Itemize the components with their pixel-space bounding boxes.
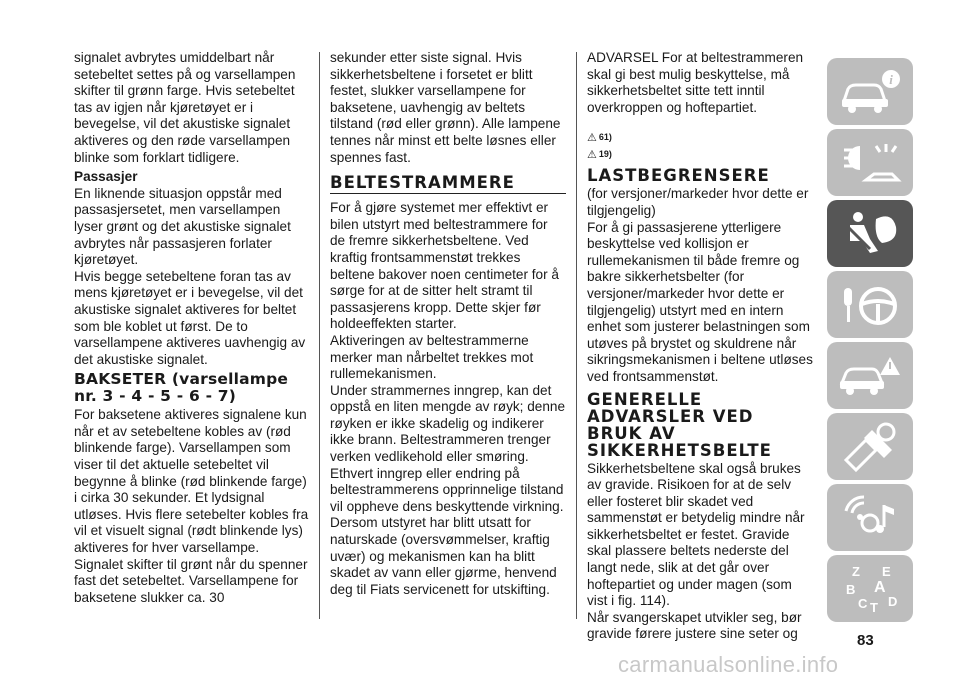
index-letter: A bbox=[874, 578, 886, 596]
index-letter: B bbox=[846, 581, 856, 597]
paragraph: En liknende situasjon oppstår med passasjersetet, men varsellampen lyser grønt og det akustiske signalet avbrytes når passasjeren forlater kjøretøyet. bbox=[74, 185, 291, 268]
paragraph: Aktiveringen av beltestrammerne merker man nårbeltet trekkes mot rullemekanismen. bbox=[330, 332, 534, 382]
paragraph: Sikkerhetsbeltene skal også brukes av gravide. Risikoen for at de selv eller fosteret blir skadet ved sammenstøt er betydelig mindre når sikkerhetsbeltet er festet. Gravide skal plassere beltets nederste del langt nede, slik at det går over hoftepartiet og under magen (som vist i fig. 114). bbox=[587, 460, 805, 609]
index-letter: Z bbox=[852, 563, 860, 579]
warning-ref-label: 19) bbox=[598, 149, 612, 160]
index-letter: E bbox=[882, 563, 891, 579]
tab-multimedia[interactable] bbox=[827, 484, 913, 551]
emergency-icon bbox=[836, 349, 904, 403]
paragraph: (for versjoner/markeder hvor dette er tilgjengelig) bbox=[587, 186, 809, 218]
paragraph: Ethvert inngrep eller endring på beltestrammerens opprinnelige tilstand vil oppheve dens beskyttende virkning. Dersom utstyret har blitt utsatt for naturskade (oversvømmelser, kraftig uvær) og mekanismen kan ha blitt skadet av vann eller gjørme, henvend deg til Fiats servicenett for utskifting. bbox=[330, 465, 564, 597]
warning-triangle-icon: ⚠ bbox=[587, 148, 597, 161]
index-icon bbox=[836, 562, 904, 616]
column-middle bbox=[330, 50, 566, 598]
paragraph: Signalet skifter til grønt når du spenner fast det setebeltet. Varsellampene for baksetene slukker ca. 30 bbox=[74, 556, 308, 605]
paragraph: Under strammernes inngrep, kan det oppstå en liten mengde av røyk; denne røyken er ikke skadelig og indikerer ikke brann. Beltestrammeren trenger verken vedlikehold eller smøring. bbox=[330, 382, 566, 465]
warning-triangle-icon: ⚠ bbox=[587, 131, 597, 144]
warning-ref-19 bbox=[587, 147, 815, 161]
tab-starting-driving[interactable] bbox=[827, 271, 913, 338]
heading-rear-seats: BAKSETER (varsellampe nr. 3 - 4 - 5 - 6 - 7) bbox=[74, 370, 289, 406]
paragraph: sekunder etter siste signal. Hvis sikkerhetsbeltene i forsetet er blitt festet, slukker varsellampene for baksetene, uavhengig av beltets tilstand (rød eller grønn). Alle lampene tennes når minst ett belte løsnes eller spennes fast. bbox=[330, 50, 561, 165]
tab-car-info[interactable] bbox=[827, 58, 913, 125]
paragraph: For å gi passasjerene ytterligere beskyttelse ved kollisjon er rullemekanismen til både fremre og bakre sikkerhetsbelter (for versjoner/markeder hvor dette er tilgjengelig) utstyrt med en intern enhet som justerer belastningen som utøves på brystet og skuldrene når sikringsmekanismen i beltene utløses ved frontsammenstøt. bbox=[587, 219, 813, 384]
paragraph: Hvis begge setebeltene foran tas av mens kjøretøyet er i bevegelse, vil det akustiske signalet aktiveres for beltet som ble koblet ut først. De to varsellampene aktiveres uavhengig av det akustiske signalet. bbox=[74, 268, 306, 367]
warning-lights-icon bbox=[836, 136, 904, 190]
index-letter: T bbox=[870, 599, 878, 615]
maintenance-icon bbox=[836, 420, 904, 474]
page-number: 83 bbox=[857, 632, 874, 649]
subheading-passenger: Passasjer bbox=[74, 169, 138, 185]
warning-ref-61 bbox=[587, 130, 815, 144]
paragraph: For å gjøre systemet mer effektivt er bilen utstyrt med beltestrammere for de fremre sikkerhetsbeltene. Ved kraftig frontsammenstøt trekkes beltene bakover noen centimeter for å sørge for at de sitter helt stramt til passasjerens kropp. Dette skjer før holdeeffekten starter. bbox=[330, 200, 559, 332]
chapter-tabs bbox=[827, 58, 915, 626]
column-left bbox=[74, 50, 312, 606]
multimedia-icon bbox=[836, 491, 904, 545]
column-divider bbox=[576, 52, 577, 619]
tab-maintenance[interactable] bbox=[827, 413, 913, 480]
tab-index[interactable] bbox=[827, 555, 913, 622]
warning-paragraph: ADVARSEL For at beltestrammeren skal gi best mulig beskyttelse, må sikkerhetsbeltet sitte tett inntil overkroppen og hoftepartiet. bbox=[587, 50, 804, 115]
column-divider bbox=[319, 52, 320, 619]
warning-ref-label: 61) bbox=[598, 132, 612, 143]
paragraph: signalet avbrytes umiddelbart når setebeltet settes på og varsellampen skifter til grønn farge. Hvis setebeltet tas av igjen når kjøretøyet er i bevegelse, vil det akustiske signalet aktiveres og den røde varsellampen blinke som forklart tidligere. bbox=[74, 50, 296, 165]
heading-belt-tensioners: BELTESTRAMMERE bbox=[330, 173, 515, 193]
tab-emergency[interactable] bbox=[827, 342, 913, 409]
car-info-icon bbox=[836, 65, 904, 119]
watermark: carmanualsonline.info bbox=[618, 652, 839, 677]
heading-underline bbox=[330, 193, 566, 194]
heading-general-warnings: GENERELLE ADVARSLER VED BRUK AV SIKKERHETSBELTE bbox=[587, 389, 772, 460]
index-letter: C bbox=[858, 595, 868, 611]
paragraph: For baksetene aktiveres signalene kun når et av setebeltene kobles av (rød blinkende farge). Varsellampen som viser til det aktuelle setebeltet vil begynne å blinke (rød blinkende farge) i cirka 30 sekunder. Et lydsignal utløses. Hvis flere setebelter kobles fra vil et visuelt signal (rødt blinkende lys) aktiveres for hver varsellampe. bbox=[74, 407, 309, 556]
tab-warning-lights[interactable] bbox=[827, 129, 913, 196]
paragraph: Når svangerskapet utvikler seg, bør gravide førere justere sine seter og bbox=[587, 609, 802, 642]
tab-safety[interactable] bbox=[827, 200, 913, 267]
heading-load-limiters: LASTBEGRENSERE bbox=[587, 166, 770, 186]
starting-driving-icon bbox=[836, 278, 904, 332]
column-right bbox=[587, 50, 815, 643]
index-letter: D bbox=[888, 593, 898, 609]
svg-text:i: i bbox=[889, 71, 893, 87]
seatbelt-airbag-icon bbox=[836, 207, 904, 261]
